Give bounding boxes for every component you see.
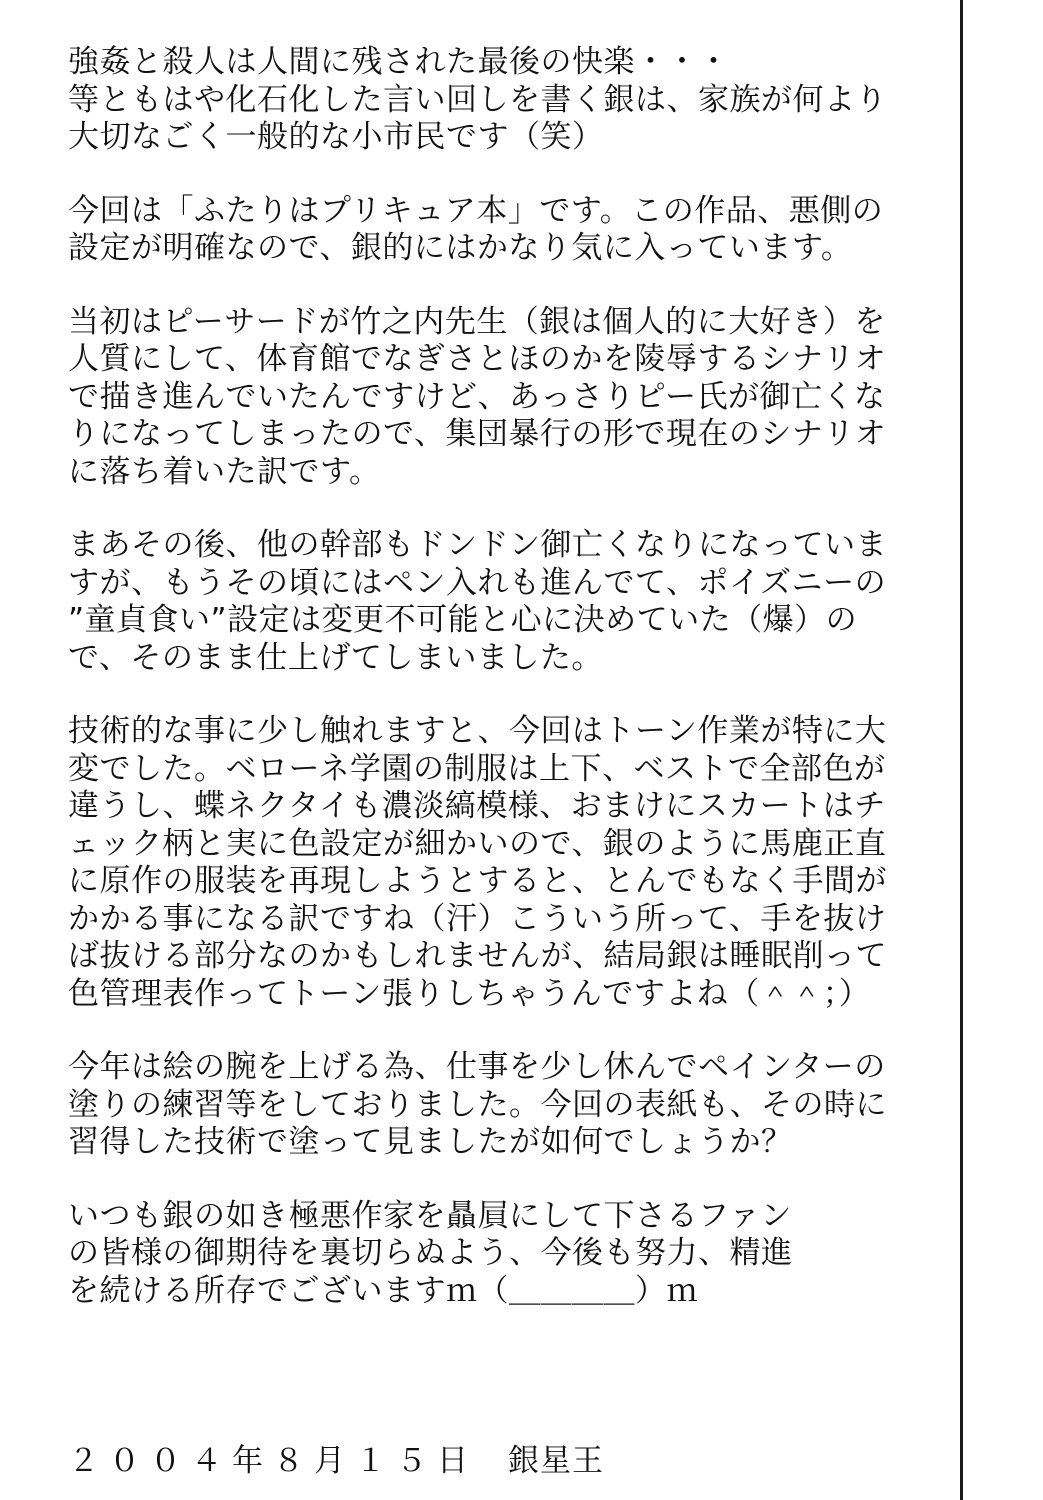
paragraph-2 (68, 193, 948, 268)
text-line: で、そのまま仕上げてしまいました。 (68, 639, 603, 676)
text-line: に落ち着いた訳です。 (68, 453, 381, 490)
text-line: ェック柄と実に色設定が細かいので、銀のように馬鹿正直 (68, 825, 887, 862)
text-line: 人質にして、体育館でなぎさとほのかを陵辱するシナリオ (68, 341, 887, 377)
text-line: 設定が明確なので、銀的にはかなり気に入っています。 (68, 230, 853, 266)
paragraph-3 (68, 304, 948, 492)
text-line: すが、もうその頃にはペン入れも進んでて、ポイズニーの (68, 564, 887, 601)
text-line: 強姦と殺人は人間に残された最後の快楽・・・ (68, 44, 730, 80)
paragraph-6 (68, 1049, 948, 1162)
text-line: 等ともはや化石化した言い回しを書く銀は、家族が何より (68, 81, 887, 118)
text-line: かかる事になる訳ですね（汗）こういう所って、手を抜け (68, 900, 887, 937)
text-line: 当初はピーサードが竹之内先生（銀は個人的に大好き）を (68, 303, 886, 340)
signature-date: ２００４年８月１５日 (68, 1443, 478, 1479)
text-line: 習得した技術で塗って見ましたが如何でしょうか？ (68, 1124, 793, 1160)
text-line: に原作の服装を再現しようとすると、とんでもなく手間が (68, 863, 887, 899)
paragraph-5 (68, 713, 948, 1013)
text-line: 変でした。ベローネ学園の制服は上下、ベストで全部色が (68, 750, 886, 787)
text-line: の皆様の御期待を裏切らぬよう、今後も努力、精進 (68, 1235, 793, 1271)
text-line: 塗りの練習等をしておりました。今回の表紙も、その時に (68, 1086, 887, 1123)
text-line: 色管理表作ってトーン張りしちゃうんですよね（＾＾；） (68, 975, 871, 1012)
text-line: 違うし、蝶ネクタイも濃淡縞模様、おまけにスカートはチ (68, 788, 886, 824)
text-line: いつも銀の如き極悪作家を贔屓にして下さるファン (68, 1197, 792, 1234)
text-line: を続ける所存でございますｍ（＿＿＿＿）ｍ (68, 1272, 698, 1309)
text-line: 大切なごく一般的な小市民です（笑） (68, 119, 604, 155)
text-line: 今年は絵の腕を上げる為、仕事を少し休んでペインターの (68, 1049, 886, 1085)
signature (68, 1443, 604, 1481)
text-line: 技術的な事に少し触れますと、今回はトーン作業が特に大 (68, 713, 887, 749)
paragraph-7 (68, 1198, 948, 1311)
signature-author: 銀星王 (508, 1443, 604, 1479)
text-line: まあその後、他の幹部もドンドン御亡くなりになっていま (68, 527, 887, 563)
paragraph-4 (68, 527, 948, 677)
page-edge-line (960, 0, 963, 1500)
text-line: りになってしまったので、集団暴行の形で現在のシナリオ (68, 416, 887, 452)
text-line: ば抜ける部分なのかもしれませんが、結局銀は睡眠削って (68, 938, 887, 974)
text-line: ”童貞食い”設定は変更不可能と心に決めていた（爆）の (68, 602, 858, 638)
text-line: で描き進んでいたんですけど、あっさりピー氏が御亡くな (68, 378, 886, 415)
paragraph-1 (68, 44, 948, 157)
afterword-text (68, 44, 948, 1346)
text-line: 今回は「ふたりはプリキュア本」です。この作品、悪側の (68, 192, 884, 229)
